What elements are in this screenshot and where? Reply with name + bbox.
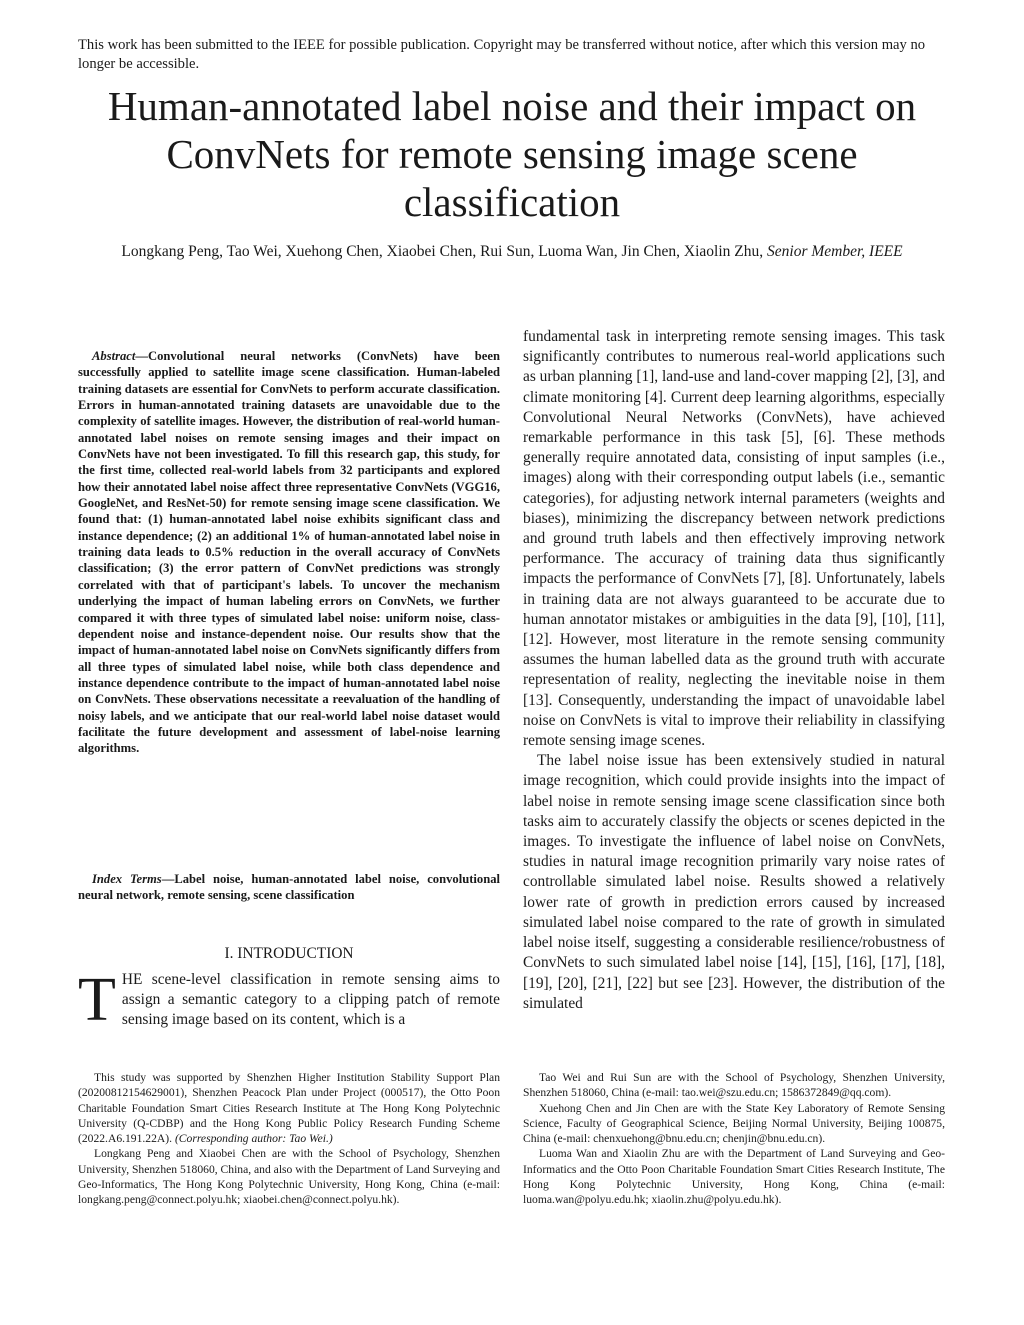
authors: Longkang Peng, Tao Wei, Xuehong Chen, Xiaobei Chen, Rui Sun, Luoma Wan, Jin Chen, Xiaolin Zhu, <box>121 243 764 260</box>
body-paragraph: The label noise issue has been extensively studied in natural image recognition, which could provide insights into the impact of label noise in remote sensing image scene classification since both tasks aim to accurately classify the objects or scenes depicted in the images. To investigate the influence of label noise on ConvNets, studies in natural image recognition primarily vary noise rates of controllable simulated label noise. Results showed a relatively lower rate of growth in prediction errors caused by increased simulated label noise compared to the rate of growth in simulated label noise itself, suggesting a considerable resilience/robustness of ConvNets to such simulated label noise [14], [15], [16], [17], [18], [19], [20], [21], [22] but see [23]. However, the distribution of the simulated <box>523 752 945 1012</box>
intro-paragraph <box>78 966 500 1034</box>
intro-text: HE scene-level classification in remote sensing aims to assign a semantic category to a clipping patch of remote sensing image based on its content, which is a <box>121 971 500 1029</box>
affiliation-footnote: Longkang Peng and Xiaobei Chen are with the School of Psychology, Shenzhen University, Shenzhen 518060, China, and also with the Department of Land Surveying and Geo-Informatics, The Hong Kong Polytechnic University, Hong Kong, China (e-mail: longkang.peng@connect.polyu.hk; xiaobei.chen@connect.polyu.hk). <box>78 1147 501 1207</box>
drop-cap: T <box>78 966 116 1034</box>
author-suffix: Senior Member, IEEE <box>767 243 903 260</box>
right-column <box>523 327 945 1014</box>
index-terms-label: Index Terms <box>92 872 162 886</box>
submission-notice: This work has been submitted to the IEEE for possible publication. Copyright may be transferred without notice, after which this version may no longer be accessible. <box>78 37 926 72</box>
abstract-text: —Convolutional neural networks (ConvNets) have been successfully applied to satellite image scene classification. Human-labeled training datasets are essential for ConvNets to perform accurate classification. Errors in human-annotated training datasets are unavoidable due to the complexity of satellite images. However, the distribution of real-world human-annotated label noises on remote sensing images and their impact on ConvNets have not been investigated. To fill this research gap, this study, for the first time, collected real-world labels from 32 participants and explored how their annotated label noise affect three representative ConvNets (VGG16, GoogleNet, and ResNet-50) for remote sensing image scene classification. We found that: (1) human-annotated label noise exhibits significant class and instance dependence; (2) an additional 1% of human-annotated label noise in training data leads to 0.5% reduction in the overall accuracy of ConvNets classification; (3) the error pattern of ConvNet predictions was strongly correlated with that of participant's labels. To uncover the mechanism underlying the impact of human labeling errors on ConvNets, we further compared it with three types of simulated label noise: uniform noise, class-dependent noise and instance-dependent noise. Our results show that the impact of human-annotated label noise on ConvNets significantly differs from all three types of simulated label noise, while both class dependence and instance dependence contribute to the impact of human-annotated label noise on ConvNets. These observations necessitate a reevaluation of the handling of noisy labels, and we anticipate that our real-world label noise dataset would facilitate the future development and assessment of label-noise learning algorithms. <box>78 349 500 756</box>
affiliation-footnote: Xuehong Chen and Jin Chen are with the State Key Laboratory of Remote Sensing Science, Faculty of Geographical Science, Beijing Normal University, Beijing 100875, China (e-mail: chenxuehong@bnu.edu.cn; chenjin@bnu.edu.cn). <box>523 1101 945 1146</box>
abstract-label: Abstract <box>92 349 136 363</box>
affiliation-footnote: Luoma Wan and Xiaolin Zhu are with the Department of Land Surveying and Geo-Informatics and the Otto Poon Charitable Foundation Smart Cities Research Institute, The Hong Kong Polytechnic University, Hong Kong, China (e-mail: luoma.wan@polyu.edu.hk; xiaolin.zhu@polyu.edu.hk). <box>523 1147 945 1207</box>
body-paragraph: fundamental task in interpreting remote sensing images. This task significantly contributes to numerous real-world applications such as urban planning [1], land-use and land-cover mapping [2], [3], and climate monitoring [4]. Current deep learning algorithms, especially Convolutional Neural Networks (ConvNets), have achieved remarkable performance in this task [5], [6]. These methods generally require annotated data, consisting of input samples (i.e., images) along with their corresponding output labels (i.e., semantic categories), for adjusting network internal parameters (weights and biases), minimizing the discrepancy between network predictions and ground truth labels and then effectively improving network performance. The accuracy of training data thus significantly impacts the performance of ConvNets [7], [8]. Unfortunately, labels in training data are not always guaranteed to be accurate due to human annotator mistakes or ambiguities in the data [9], [10], [11], [12]. However, most literature in the remote sensing community assumes the human labelled data as the ground truth with accurate representation of reality, neglecting the inevitable noise in them [13]. Consequently, understanding the impact of unavoidable label noise on ConvNets is vital to improve their reliability in classifying remote sensing image scenes. <box>523 328 945 750</box>
footnotes-right <box>523 1070 945 1208</box>
index-terms-text: —Label noise, human-annotated label noise, convolutional neural network, remote sensing, scene classification <box>78 872 500 903</box>
funding-footnote: This study was supported by Shenzhen Higher Institution Stability Support Plan (20200812154629001), Shenzhen Peacock Plan under Project (000517), the Otto Poon Charitable Foundation Smart Cities Research Institute at The Hong Kong Polytechnic University (Q-CDBP) and the Hong Kong Public Policy Research Funding Scheme (2022.A6.191.22A). <box>78 1071 500 1146</box>
affiliation-footnote: Tao Wei and Rui Sun are with the School of Psychology, Shenzhen University, Shenzhen 518060, China (e-mail: tao.wei@szu.edu.cn; 1586372849@qq.com). <box>523 1071 945 1100</box>
footnotes-left <box>78 1070 500 1208</box>
author-list <box>70 241 954 263</box>
abstract <box>78 348 500 757</box>
section-heading: I. INTRODUCTION <box>224 945 354 962</box>
corresponding-author: (Corresponding author: Tao Wei.) <box>174 1132 333 1146</box>
index-terms <box>78 871 500 904</box>
paper-title: Human-annotated label noise and their impact on ConvNets for remote sensing image scene classification <box>107 83 917 225</box>
